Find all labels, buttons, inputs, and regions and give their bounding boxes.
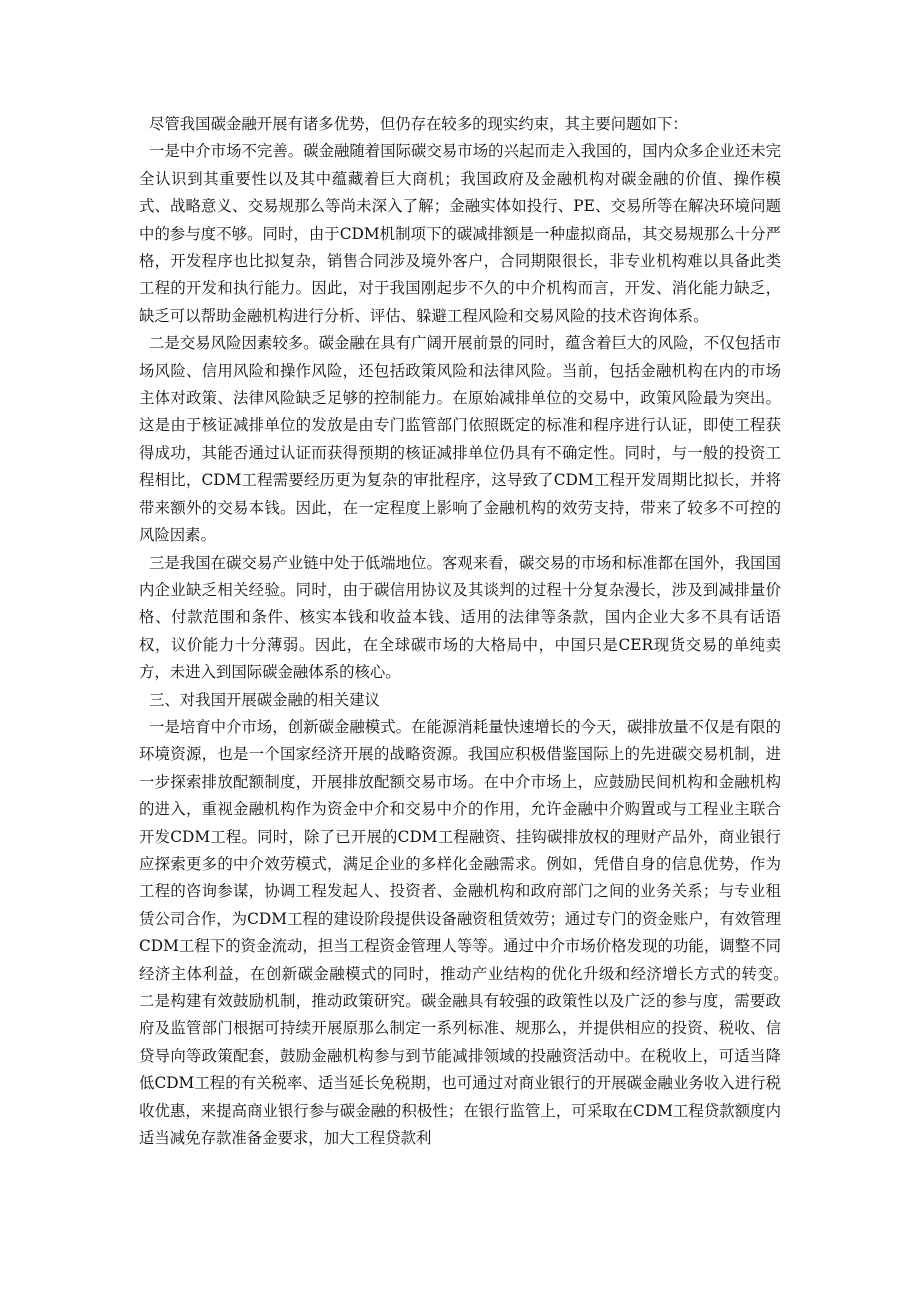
paragraph-intro: 尽管我国碳金融开展有诸多优势，但仍存在较多的现实约束，其主要问题如下： (149, 115, 688, 133)
document-page (139, 111, 797, 1152)
paragraph-industry-chain: 三是我国在碳交易产业链中处于低端地位。客观来看，碳交易的市场和标准都在国外，我国国内企业缺乏相关经验。同时，由于碳信用协议及其谈判的过程十分复杂漫长，涉及到减排量价格、付款范围和条件、核实本钱和收益本钱、适用的法律等条款，国内企业大多不具有话语权，议价能力十分薄弱。因此，在全球碳市场的大格局中，中国只是CER现货交易的单纯卖方，未进入到国际碳金融体系的核心。 (139, 553, 781, 682)
paragraph-trading-risk: 二是交易风险因素较多。碳金融在具有广阔开展前景的同时，蕴含着巨大的风险，不仅包括市场风险、信用风险和操作风险，还包括政策风险和法律风险。当前，包括金融机构在内的市场主体对政策、法律风险缺乏足够的控制能力。在原始减排单位的交易中，政策风险最为突出。这是由于核证减排单位的发放是由专门监管部门依照既定的标准和程序进行认证，即使工程获得成功，其能否通过认证而获得预期的核证减排单位仍具有不确定性。同时，与一般的投资工程相比，CDM工程需要经历更为复杂的审批程序，这导致了CDM工程开发周期比拟长，并将带来额外的交易本钱。因此，在一定程度上影响了金融机构的效劳支持，带来了较多不可控的风险因素。 (139, 334, 781, 545)
section-heading-suggestions: 三、对我国开展碳金融的相关建议 (149, 690, 380, 709)
paragraph-intermediary-market: 一是中介市场不完善。碳金融随着国际碳交易市场的兴起而走入我国的，国内众多企业还未完全认识到其重要性以及其中蕴藏着巨大商机；我国政府及金融机构对碳金融的价值、操作模式、战略意义、交易规那么等尚未深入了解；金融实体如投行、PE、交易所等在解决环境问题中的参与度不够。同时，由于CDM机制项下的碳减排额是一种虚拟商品，其交易规那么十分严格，开发程序也比拟复杂，销售合同涉及境外客户，合同期限很长，非专业机构难以具备此类工程的开发和执行能力。因此，对于我国刚起步不久的中介机构而言，开发、消化能力缺乏，缺乏可以帮助金融机构进行分析、评估、躲避工程风险和交易风险的技术咨询体系。 (139, 142, 781, 325)
paragraph-suggestions: 一是培育中介市场，创新碳金融模式。在能源消耗量快速增长的今天，碳排放量不仅是有限的环境资源，也是一个国家经济开展的战略资源。我国应积极借鉴国际上的先进碳交易机制，进一步探索排放配额制度，开展排放配额交易市场。在中介市场上，应鼓励民间机构和金融机构的进入，重视金融机构作为资金中介和交易中介的作用，允许金融中介购置或与工程业主联合开发CDM工程。同时，除了已开展的CDM工程融资、挂钩碳排放权的理财产品外，商业银行应探索更多的中介效劳模式，满足企业的多样化金融需求。例如，凭借自身的信息优势，作为工程的咨询参谋，协调工程发起人、投资者、金融机构和政府部门之间的业务关系；与专业租赁公司合作，为CDM工程的建设阶段提供设备融资租赁效劳；通过专门的资金账户，有效管理CDM工程下的资金流动，担当工程资金管理人等等。通过中介市场价格发现的功能，调整不同经济主体利益，在创新碳金融模式的同时，推动产业结构的优化升级和经济增长方式的转变。 二是构建有效鼓励机制，推动政策研究。碳金融具有较强的政策性以及广泛的参与度，需要政府及监管部门根据可持续开展原那么制定一系列标准、规那么，并提供相应的投资、税收、信贷导向等政策配套，鼓励金融机构参与到节能减排领域的投融资活动中。在税收上，可适当降低CDM工程的有关税率、适当延长免税期，也可通过对商业银行的开展碳金融业务收入进行税收优惠，来提高商业银行参与碳金融的积极性；在银行监管上，可采取在CDM工程贷款额度内适当减免存款准备金要求，加大工程贷款利 (139, 717, 797, 1148)
